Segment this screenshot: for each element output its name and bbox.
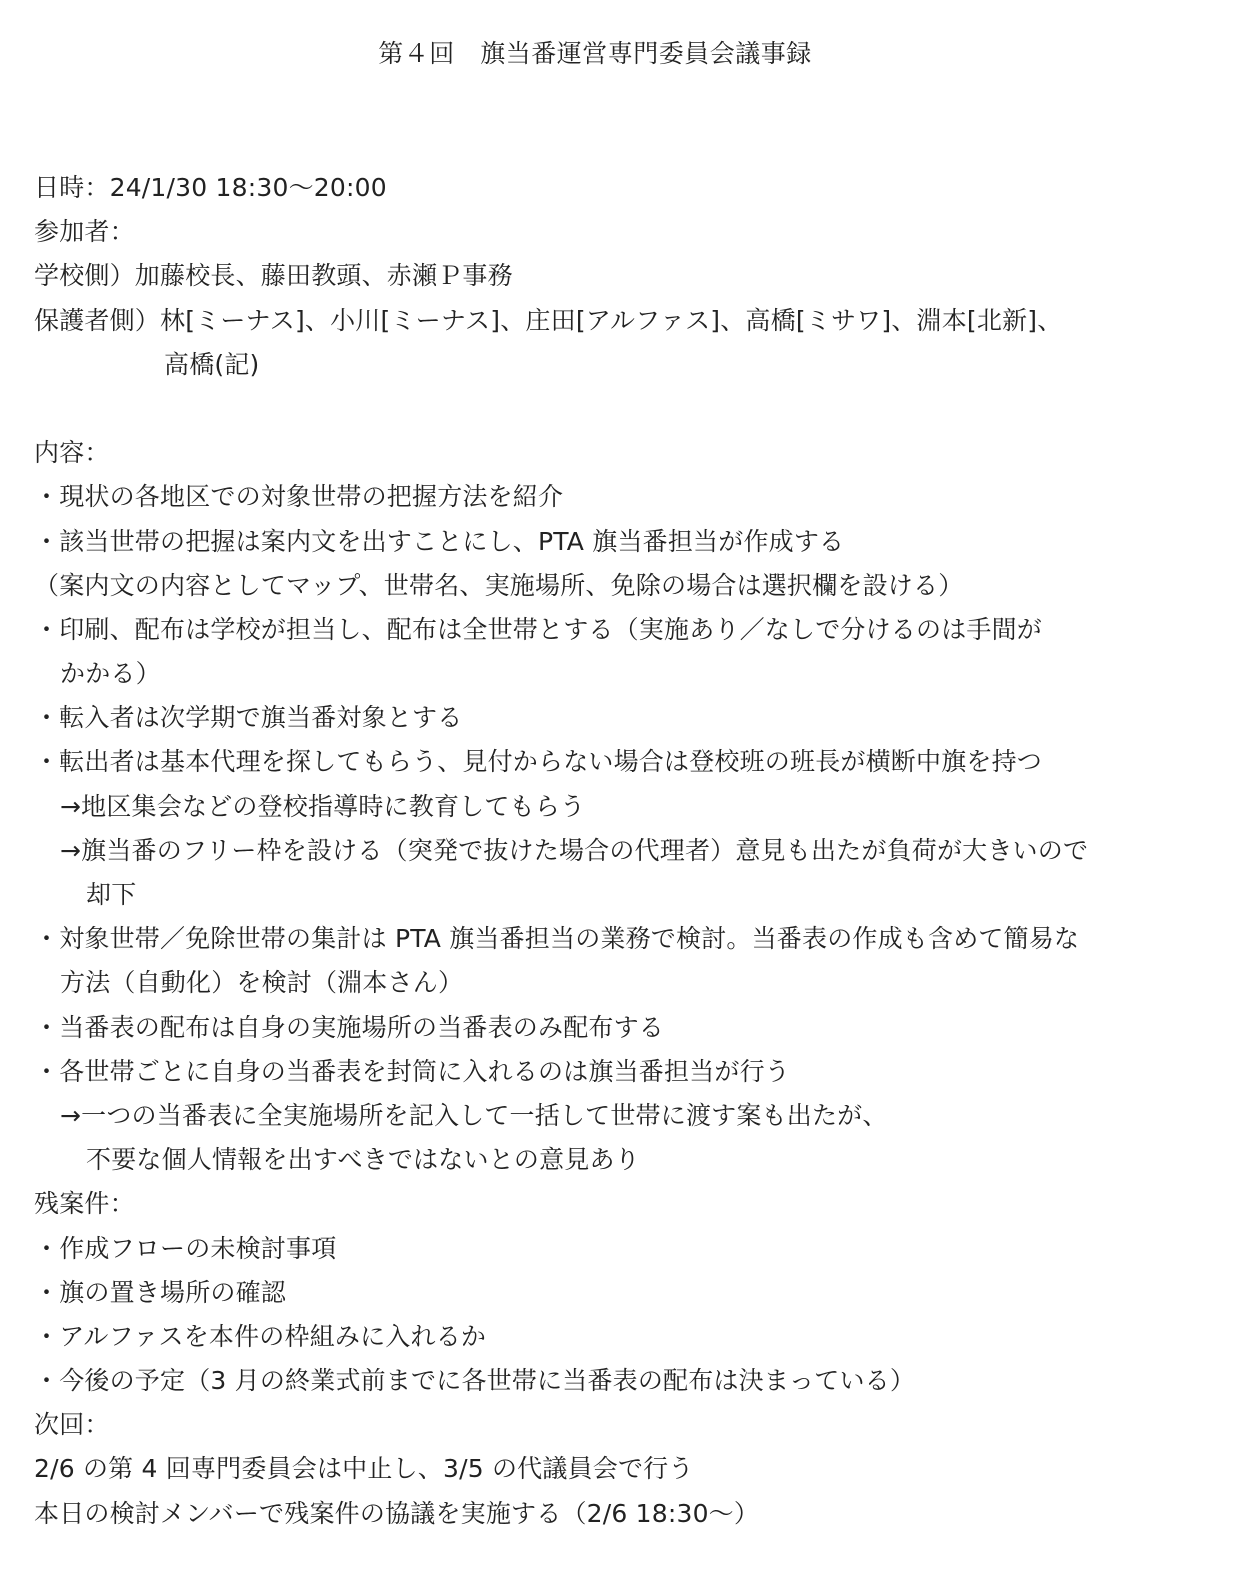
remaining-item: ・旗の置き場所の確認 [34, 1277, 287, 1307]
remaining-label: 残案件： [34, 1189, 135, 1219]
content-subitem-continued: 却下 [86, 880, 137, 909]
document-title: 第４回 旗当番運営専門委員会議事録 [378, 39, 812, 68]
participants-parents-continued: 高橋(記) [164, 349, 260, 379]
participants-school: 学校側）加藤校長、藤田教頭、赤瀬Ｐ事務 [34, 261, 513, 291]
participants-parents: 保護者側）林[ミーナス]、小川[ミーナス]、庄田[アルファス]、高橋[ミサワ]、淵本[北新]、 [34, 305, 1063, 335]
content-subitem-continued: 不要な個人情報を出すべきではないとの意見あり [86, 1145, 640, 1175]
content-item-continued: 方法（自動化）を検討（淵本さん） [60, 968, 464, 998]
minutes-body [34, 166, 1224, 1536]
meeting-datetime: 日時：24/1/30 18:30～20:00 [34, 173, 387, 202]
next-item: 本日の検討メンバーで残案件の協議を実施する（2/6 18:30～） [34, 1498, 760, 1528]
content-item: ・該当世帯の把握は案内文を出すことにし、PTA 旗当番担当が作成する [34, 526, 845, 556]
content-item: ・各世帯ごとに自身の当番表を封筒に入れるのは旗当番担当が行う [34, 1056, 791, 1086]
content-subitem: →旗当番のフリー枠を設ける（突発で抜けた場合の代理者）意見も出たが負荷が大きいので [60, 835, 1089, 865]
content-item: ・当番表の配布は自身の実施場所の当番表のみ配布する [34, 1012, 665, 1042]
participants-label: 参加者： [34, 217, 135, 247]
remaining-item: ・作成フローの未検討事項 [34, 1233, 337, 1263]
remaining-item: ・今後の予定（3 月の終業式前までに各世帯に当番表の配布は決まっている） [34, 1366, 916, 1396]
content-item: ・現状の各地区での対象世帯の把握方法を紹介 [34, 482, 564, 512]
next-label: 次回： [34, 1410, 110, 1440]
content-subitem: →一つの当番表に全実施場所を記入して一括して世帯に渡す案も出たが、 [60, 1100, 888, 1130]
next-item: 2/6 の第 4 回専門委員会は中止し、3/5 の代議員会で行う [34, 1454, 694, 1484]
content-item: ・転出者は基本代理を探してもらう、見付からない場合は登校班の班長が横断中旗を持つ [34, 747, 1043, 777]
content-item: ・対象世帯／免除世帯の集計は PTA 旗当番担当の業務で検討。当番表の作成も含めて簡易な [34, 924, 1080, 954]
content-item: ・印刷、配布は学校が担当し、配布は全世帯とする（実施あり／なしで分けるのは手間が [34, 614, 1043, 644]
remaining-item: ・アルファスを本件の枠組みに入れるか [34, 1321, 487, 1351]
content-item: （案内文の内容としてマップ、世帯名、実施場所、免除の場合は選択欄を設ける） [34, 570, 964, 600]
content-label: 内容： [34, 438, 110, 468]
content-item: ・転入者は次学期で旗当番対象とする [34, 703, 463, 733]
content-subitem: →地区集会などの登校指導時に教育してもらう [60, 791, 586, 821]
content-item-continued: かかる） [60, 659, 161, 689]
blank-line [34, 387, 1224, 431]
